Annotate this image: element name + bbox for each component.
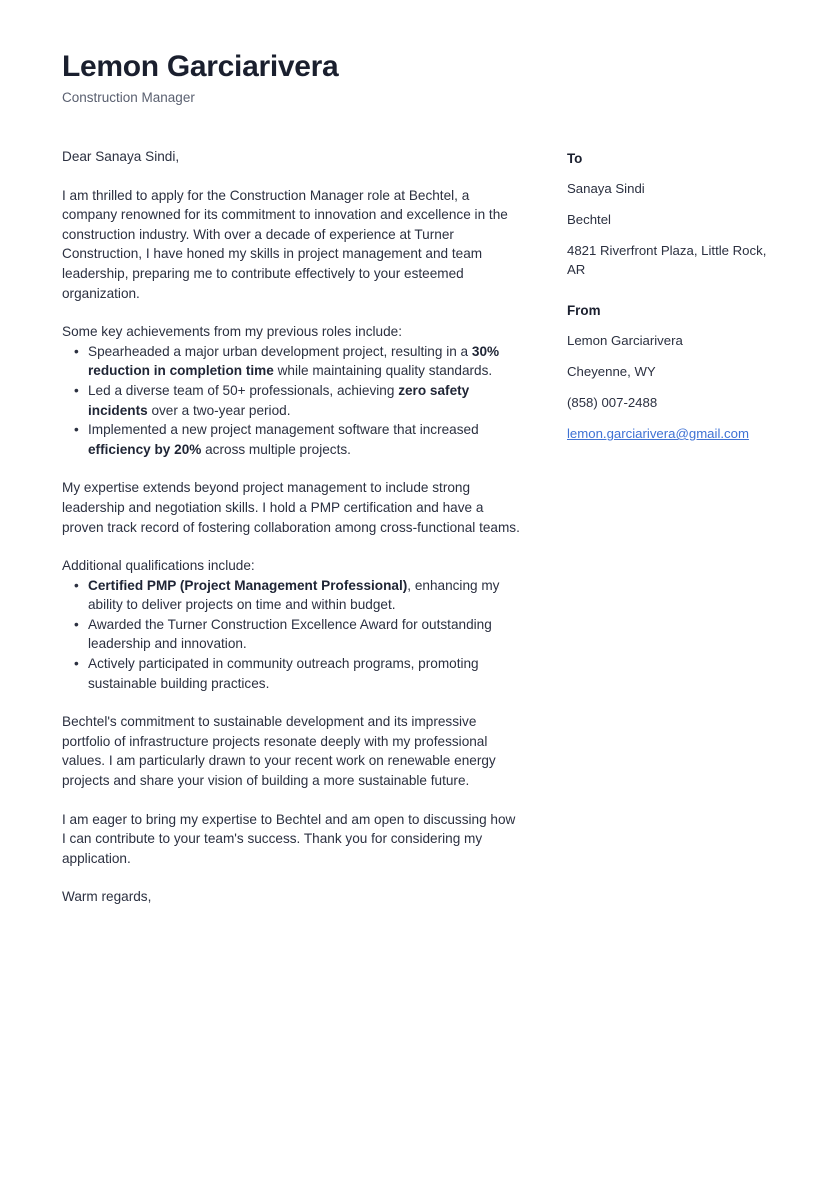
letter-body [62, 147, 520, 926]
item-text-pre: Spearheaded a major urban development project, resulting in a [88, 343, 472, 359]
list-item [62, 342, 520, 381]
list-item [62, 381, 520, 420]
recipient-company: Bechtel [567, 212, 611, 227]
item-text-post: while maintaining quality standards. [273, 363, 493, 379]
applicant-name: Lemon Garciarivera [62, 50, 339, 83]
sender-name: Lemon Garciarivera [567, 333, 683, 348]
qualifications-lead-in: Additional qualifications include: [62, 558, 255, 574]
from-block [567, 301, 783, 443]
recipient-address: 4821 Riverfront Plaza, Little Rock, AR [567, 243, 767, 277]
sender-location: Cheyenne, WY [567, 364, 656, 379]
item-text-post: over a two-year period. [147, 402, 291, 418]
item-text-pre: Led a diverse team of 50+ professionals, achieving [88, 382, 399, 398]
letter-header [62, 50, 762, 106]
expertise-paragraph: My expertise extends beyond project management to include strong leadership and negotiation skills. I hold a PMP certification and have a proven track record of fostering collaboration among cross-functional teams. [62, 480, 520, 535]
item-text-pre: Implemented a new project management software that increased [88, 422, 479, 438]
item-text-pre: Awarded the Turner Construction Excellence Award for outstanding leadership and innovation. [88, 616, 492, 652]
sender-phone: (858) 007-2488 [567, 395, 658, 410]
sender-email-line [567, 424, 783, 443]
closing-paragraph: I am eager to bring my expertise to Bechtel and am open to discussing how I can contribute to your team's success. Thank you for considering my application. [62, 811, 516, 866]
sender-email-link[interactable]: lemon.garciarivera@gmail.com [567, 426, 749, 441]
from-heading: From [567, 303, 601, 318]
list-item [62, 654, 520, 693]
list-item [62, 615, 520, 654]
list-item [62, 576, 520, 615]
item-text-bold: Certified PMP (Project Management Professional) [88, 577, 408, 593]
item-text-bold: efficiency by 20% [88, 441, 202, 457]
sign-off: Warm regards, [62, 889, 152, 905]
achievements-lead-in: Some key achievements from my previous roles include: [62, 324, 402, 340]
intro-paragraph: I am thrilled to apply for the Construction Manager role at Bechtel, a company renowned for its commitment to innovation and excellence in the construction industry. With over a decade of experience at Turner Construction, I have honed my skills in project management and team leadership, preparing me to contribute effectively to your esteemed organization. [62, 187, 508, 301]
item-text-pre: Actively participated in community outreach programs, promoting sustainable building practices. [88, 656, 479, 691]
item-text-bold: zero safety incidents [88, 382, 470, 418]
item-text-post: , enhancing my ability to deliver projects on time and within budget. [88, 577, 500, 613]
list-item [62, 420, 520, 459]
contact-sidebar [567, 149, 783, 455]
salutation: Dear Sanaya Sindi, [62, 149, 180, 164]
applicant-job-title: Construction Manager [62, 89, 195, 105]
achievements-list [62, 342, 520, 460]
item-text-post: across multiple projects. [201, 441, 351, 457]
to-heading: To [567, 151, 583, 166]
recipient-name: Sanaya Sindi [567, 181, 645, 196]
item-text-bold: 30% reduction in completion time [88, 343, 500, 379]
to-block [567, 149, 783, 279]
values-paragraph: Bechtel's commitment to sustainable development and its impressive portfolio of infrastructure projects resonate deeply with my professional values. I am particularly drawn to your recent work on renewable energy projects and share your vision of building a more sustainable future. [62, 714, 496, 789]
qualifications-list [62, 576, 520, 694]
